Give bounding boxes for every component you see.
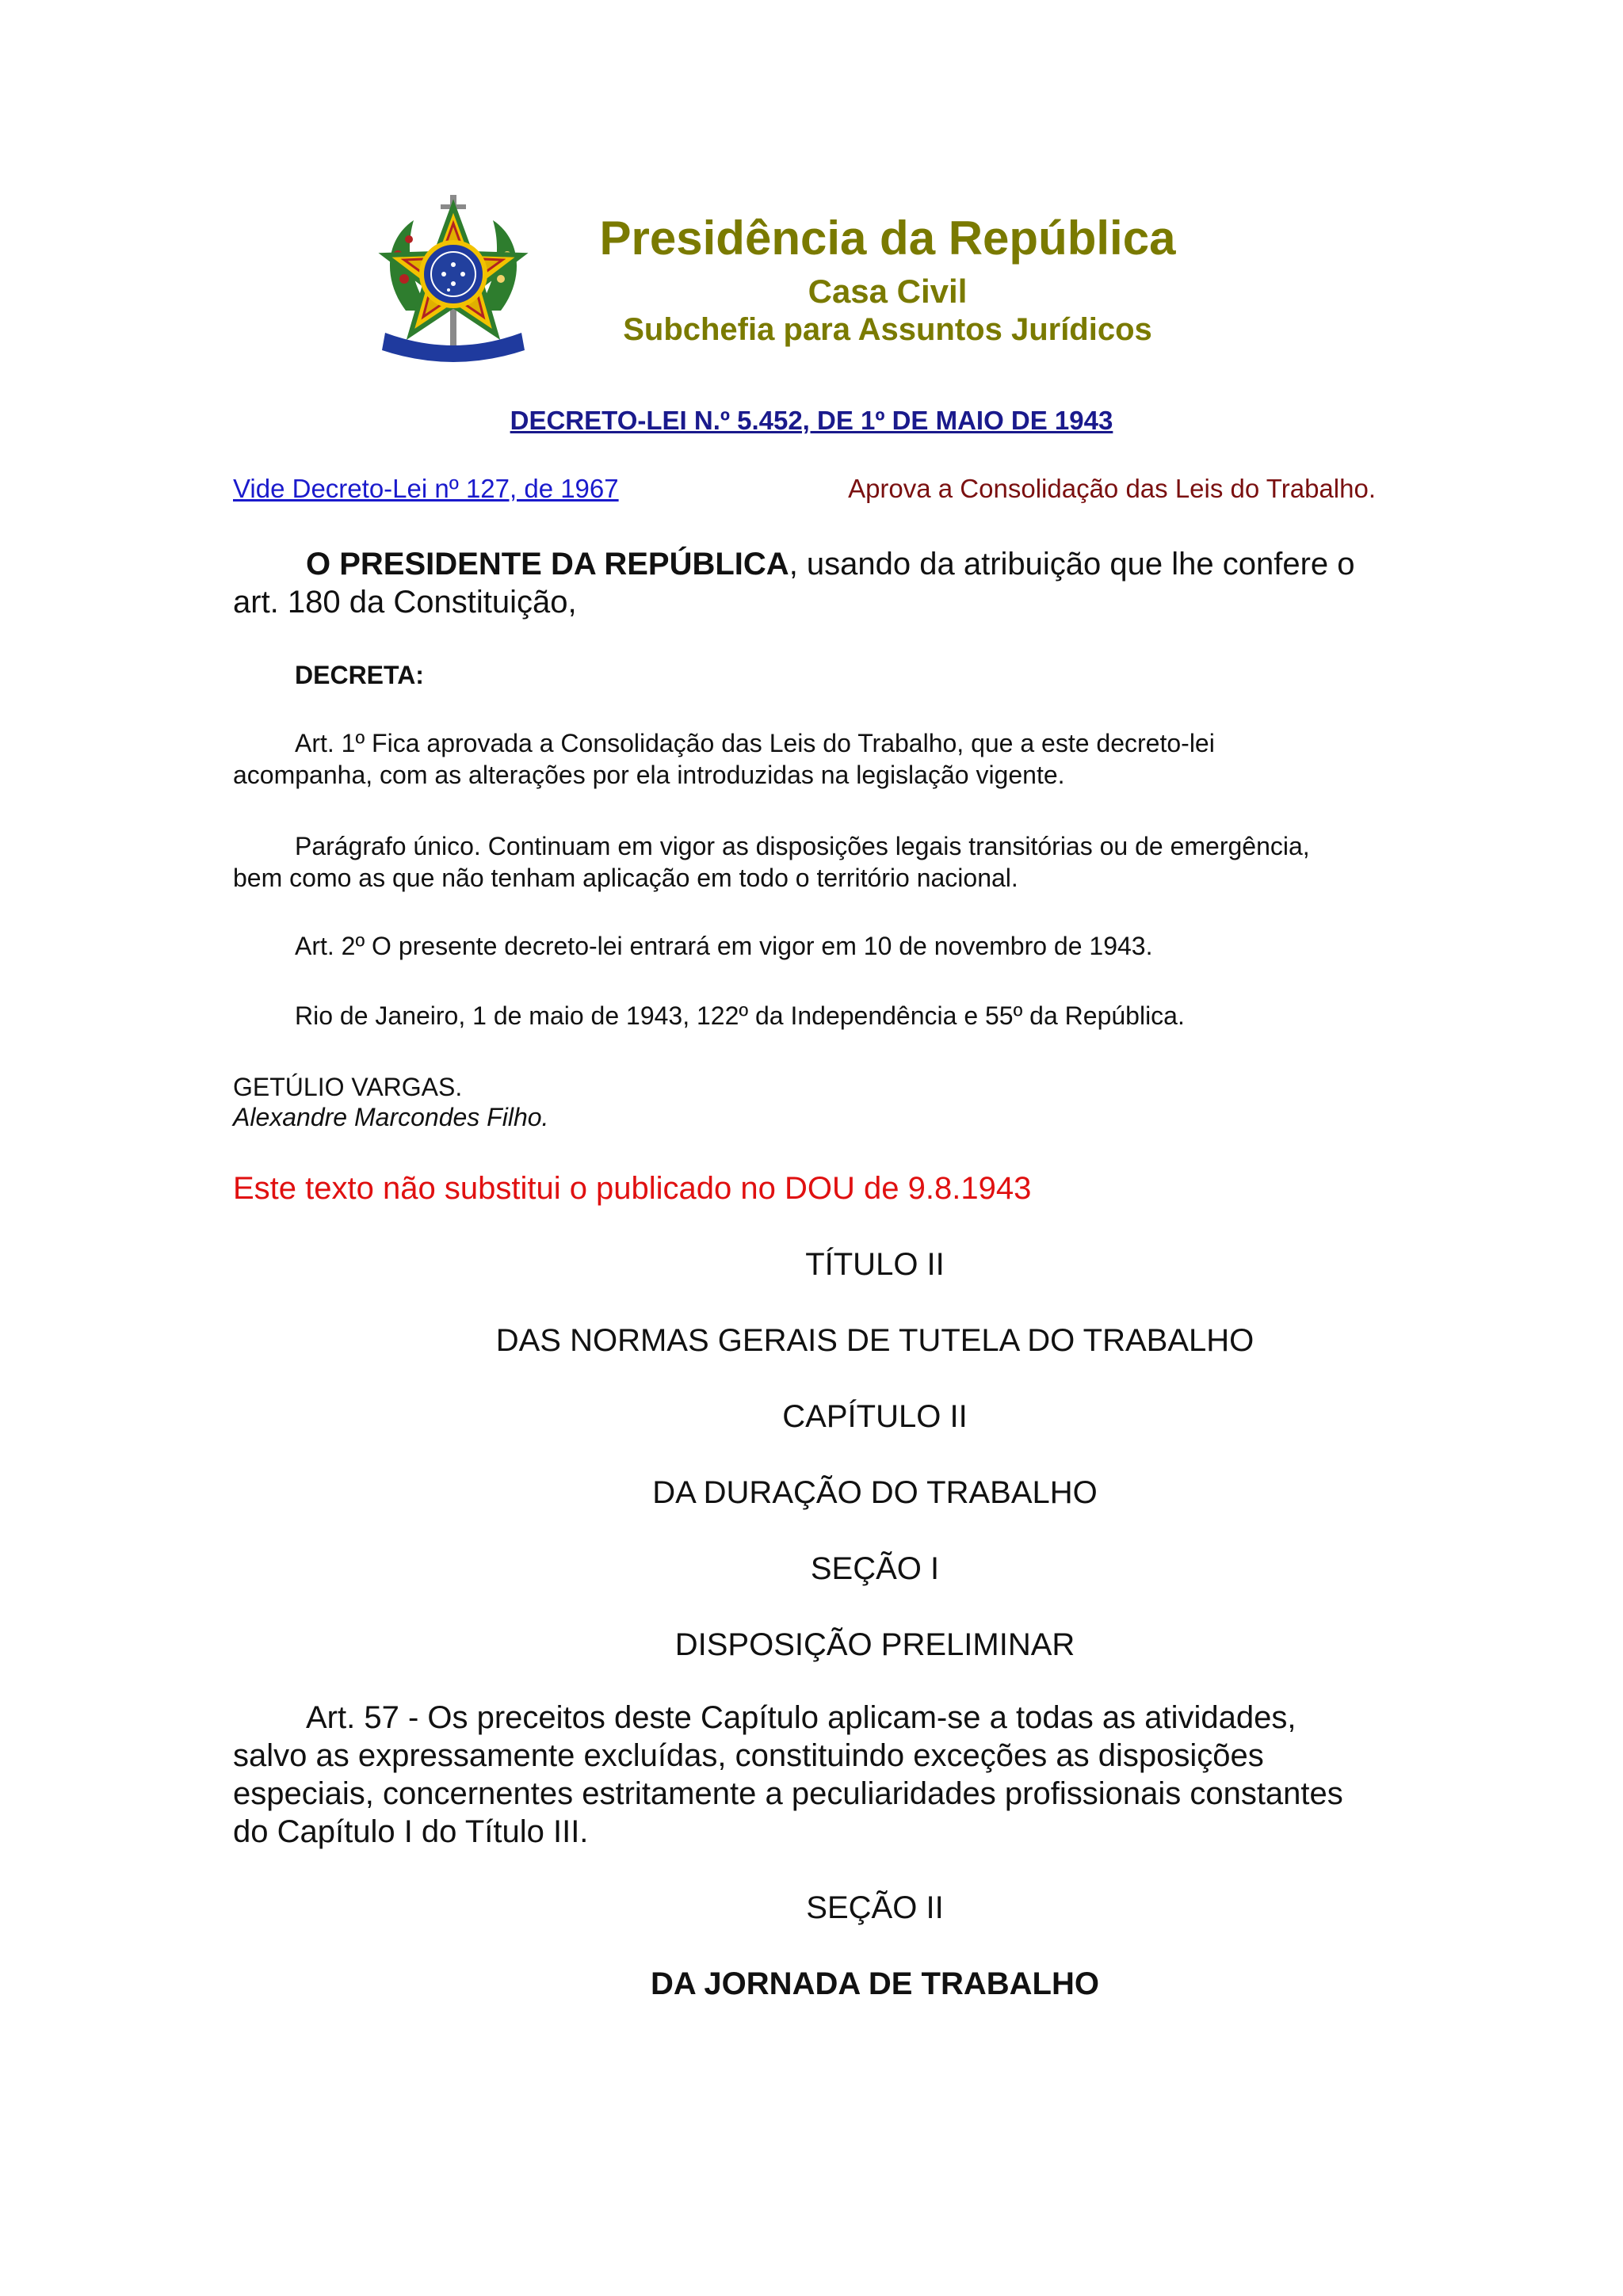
capitulo-name-heading: DA DURAÇÃO DO TRABALHO — [652, 1475, 1098, 1510]
decree-title-link[interactable]: DECRETO-LEI N.º 5.452, DE 1º DE MAIO DE 1943 — [510, 406, 1113, 435]
header-title: Presidência da República — [599, 212, 1176, 265]
header-subtitle-subchefia: Subchefia para Assuntos Jurídicos — [623, 312, 1152, 347]
president-paragraph-line2: art. 180 da Constituição, — [233, 585, 577, 620]
dou-notice: Este texto não substitui o publicado no DOU de 9.8.1943 — [233, 1171, 1032, 1206]
art57-line4: do Capítulo I do Título III. — [233, 1814, 589, 1849]
secao1-heading: SEÇÃO I — [810, 1551, 940, 1586]
president-heading: O PRESIDENTE DA REPÚBLICA — [306, 547, 789, 582]
art57-line3: especiais, concernentes estritamente a peculiaridades profissionais constantes — [233, 1776, 1343, 1811]
signature-president: GETÚLIO VARGAS. — [233, 1073, 463, 1101]
paragrafo-unico-line1: Parágrafo único. Continuam em vigor as disposições legais transitórias ou de emergência, — [295, 832, 1310, 860]
header-subtitle-casa-civil: Casa Civil — [808, 273, 968, 310]
secao1-name-heading: DISPOSIÇÃO PRELIMINAR — [674, 1627, 1075, 1662]
vide-decreto-link[interactable]: Vide Decreto-Lei nº 127, de 1967 — [233, 474, 619, 503]
titulo-name-heading: DAS NORMAS GERAIS DE TUTELA DO TRABALHO — [495, 1323, 1254, 1358]
paragrafo-unico-line2: bem como as que não tenham aplicação em todo o território nacional. — [233, 864, 1018, 892]
president-paragraph-line1 — [233, 545, 1390, 583]
titulo-heading: TÍTULO II — [805, 1247, 945, 1282]
art57-line2: salvo as expressamente excluídas, constituindo exceções as disposições — [233, 1738, 1264, 1773]
brazil-coat-of-arms-icon — [374, 192, 533, 366]
place-date-text: Rio de Janeiro, 1 de maio de 1943, 122º da Independência e 55º da República. — [295, 1001, 1185, 1030]
decree-ementa: Aprova a Consolidação das Leis do Trabalho. — [848, 474, 1376, 503]
secao2-name-heading: DA JORNADA DE TRABALHO — [651, 1966, 1099, 2001]
capitulo-heading: CAPÍTULO II — [782, 1399, 968, 1434]
art1-line1: Art. 1º Fica aprovada a Consolidação das Leis do Trabalho, que a este decreto-lei — [295, 729, 1215, 757]
secao2-heading: SEÇÃO II — [806, 1890, 944, 1925]
decreta-heading: DECRETA: — [295, 661, 424, 689]
signature-minister: Alexandre Marcondes Filho. — [233, 1103, 549, 1131]
president-text: , usando da atribuição que lhe confere o — [789, 547, 1355, 582]
art2-text: Art. 2º O presente decreto-lei entrará em vigor em 10 de novembro de 1943. — [295, 932, 1153, 960]
art57-line1: Art. 57 - Os preceitos deste Capítulo aplicam-se a todas as atividades, — [306, 1700, 1296, 1735]
art1-line2: acompanha, com as alterações por ela introduzidas na legislação vigente. — [233, 761, 1065, 789]
